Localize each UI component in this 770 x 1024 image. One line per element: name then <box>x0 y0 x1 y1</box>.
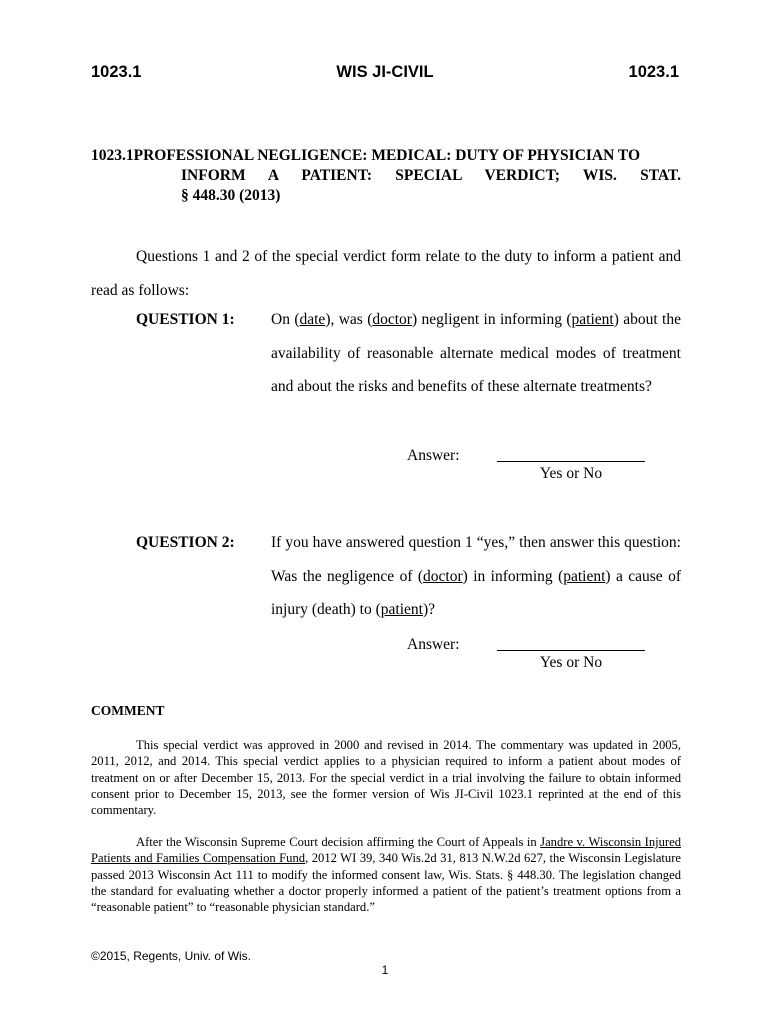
question-2-answer-label: Answer: <box>407 636 460 653</box>
placeholder-date: date <box>299 311 326 328</box>
question-2-label: QUESTION 2: <box>136 534 235 551</box>
header-left-number: 1023.1 <box>91 63 142 81</box>
comment-paragraph-1: This special verdict was approved in 2000 and revised in 2014. The commentary was updated in 2005, 2011, 2012, and 2014. This special verdict applies to a physician required to inform a patient about modes of treatment on or after December 15, 2013. For the special verdict in a trial involving the failure to obtain informed consent prior to December 15, 2013, see the former version of Wis JI-Civil 1023.1 reprinted at the end of this commentary. <box>91 738 681 818</box>
section-title-line2: INFORM A PATIENT: SPECIAL VERDICT; WIS. STAT. <box>181 167 681 184</box>
footer-copyright: ©2015, Regents, Univ. of Wis. <box>91 949 252 963</box>
question-1-answer-options: Yes or No <box>539 465 603 482</box>
question-1-text: On (date), was (doctor) negligent in informing (patient) about the availability of reasonable alternate medical modes of treatment and about the risks and benefits of these alternate treatments? <box>271 311 681 395</box>
header-right-number: 1023.1 <box>628 63 679 81</box>
section-title-line1: 1023.1PROFESSIONAL NEGLIGENCE: MEDICAL: DUTY OF PHYSICIAN TO <box>91 147 641 164</box>
placeholder-doctor: doctor <box>423 567 463 585</box>
case-citation: Jandre v. Wisconsin Injured Patients and Families Compensation Fund <box>91 835 681 866</box>
intro-paragraph: Questions 1 and 2 of the special verdict form relate to the duty to inform a patient and read as follows: <box>91 248 681 299</box>
placeholder-patient: patient <box>571 311 614 328</box>
section-title-line3: § 448.30 (2013) <box>181 187 281 204</box>
placeholder-patient: patient <box>563 567 606 585</box>
header-center: WIS JI-CIVIL <box>336 63 434 81</box>
page-number: 1 <box>381 963 389 977</box>
placeholder-doctor: doctor <box>372 311 412 328</box>
question-2-text: If you have answered question 1 “yes,” then answer this question: Was the negligence of (doctor) in informing (patient) a cause of injury (death) to (patient)? <box>271 534 681 618</box>
question-2-answer-line[interactable] <box>497 650 645 651</box>
comment-heading: COMMENT <box>91 703 165 718</box>
question-1-answer-label: Answer: <box>407 447 460 464</box>
comment-paragraph-2: After the Wisconsin Supreme Court decision affirming the Court of Appeals in Jandre v. Wisconsin Injured Patients and Families Compensation Fund, 2012 WI 39, 340 Wis.2d 31, 813 N.W.2d 627, the Wisconsin Legislature passed 2013 Wisconsin Act 111 to modify the informed consent law, Wis. Stats. § 448.30. The legislation changed the standard for evaluating whether a doctor properly informed a patient of the patient’s treatment options from a “reasonable patient” to “reasonable physician standard.” <box>91 835 681 915</box>
question-1-label: QUESTION 1: <box>136 311 235 328</box>
placeholder-patient: patient <box>380 601 423 618</box>
question-2-answer-options: Yes or No <box>539 654 603 671</box>
question-1-answer-line[interactable] <box>497 461 645 462</box>
section-title <box>91 146 681 206</box>
